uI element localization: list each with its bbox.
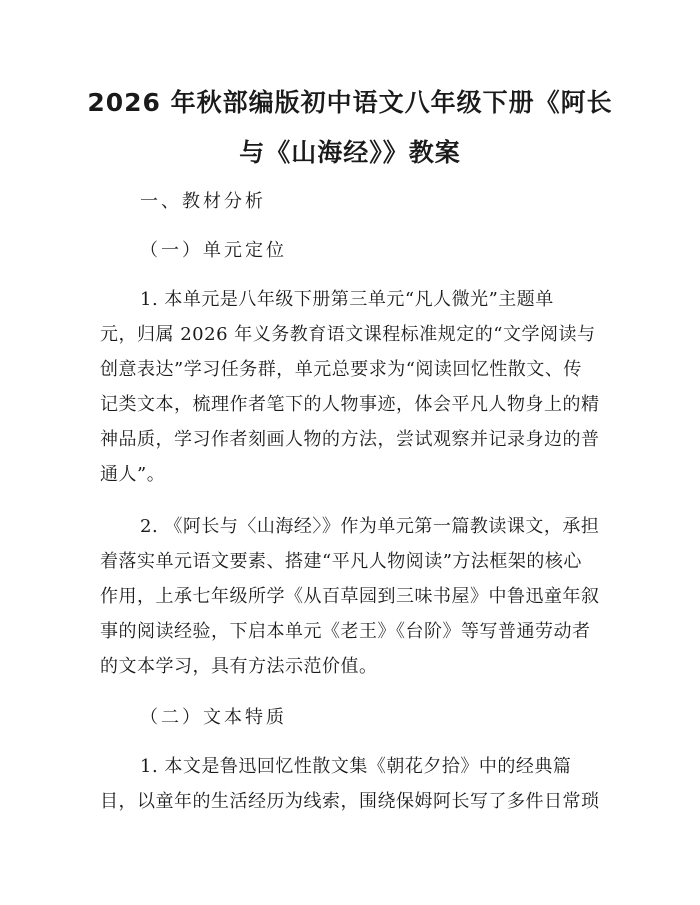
paragraph-line: 记类文本，梳理作者笔下的人物事迹，体会平凡人物身上的精 [100,394,600,415]
paragraph-line: 神品质，学习作者刻画人物的方法，尝试观察并记录身边的普 [100,429,600,450]
paragraph-line: 目，以童年的生活经历为线索，围绕保姆阿长写了多件日常琐 [100,791,600,812]
section-heading-analysis: 一、教材分析 [140,191,266,212]
paragraph-line: 通人”。 [100,464,166,485]
paragraph-line: 2. 《阿长与〈山海经〉》作为单元第一篇教读课文，承担 [140,516,600,537]
paragraph-line: 的文本学习，具有方法示范价值。 [100,656,378,677]
document-title-line-2: 与《山海经》》教案 [239,138,461,167]
document-title-line-1: 2026 年秋部编版初中语文八年级下册《阿长 [87,88,613,117]
paragraph-line: 创意表达”学习任务群，单元总要求为“阅读回忆性散文、传 [100,359,582,380]
paragraph-line: 着落实单元语文要素、搭建“平凡人物阅读”方法框架的核心 [100,551,582,572]
paragraph-line: 1. 本单元是八年级下册第三单元“凡人微光”主题单 [140,289,554,310]
paragraph-line: 作用，上承七年级所学《从百草园到三味书屋》中鲁迅童年叙 [100,586,600,607]
paragraph-line: 1. 本文是鲁迅回忆性散文集《朝花夕拾》中的经典篇 [140,756,572,777]
paragraph-line: 元，归属 2026 年义务教育语文课程标准规定的“文学阅读与 [100,324,596,345]
subsection-heading-text-features: （二）文本特质 [140,707,287,728]
subsection-heading-unit-position: （一）单元定位 [140,240,287,261]
paragraph-line: 事的阅读经验，下启本单元《老王》《台阶》等写普通劳动者 [100,621,591,642]
